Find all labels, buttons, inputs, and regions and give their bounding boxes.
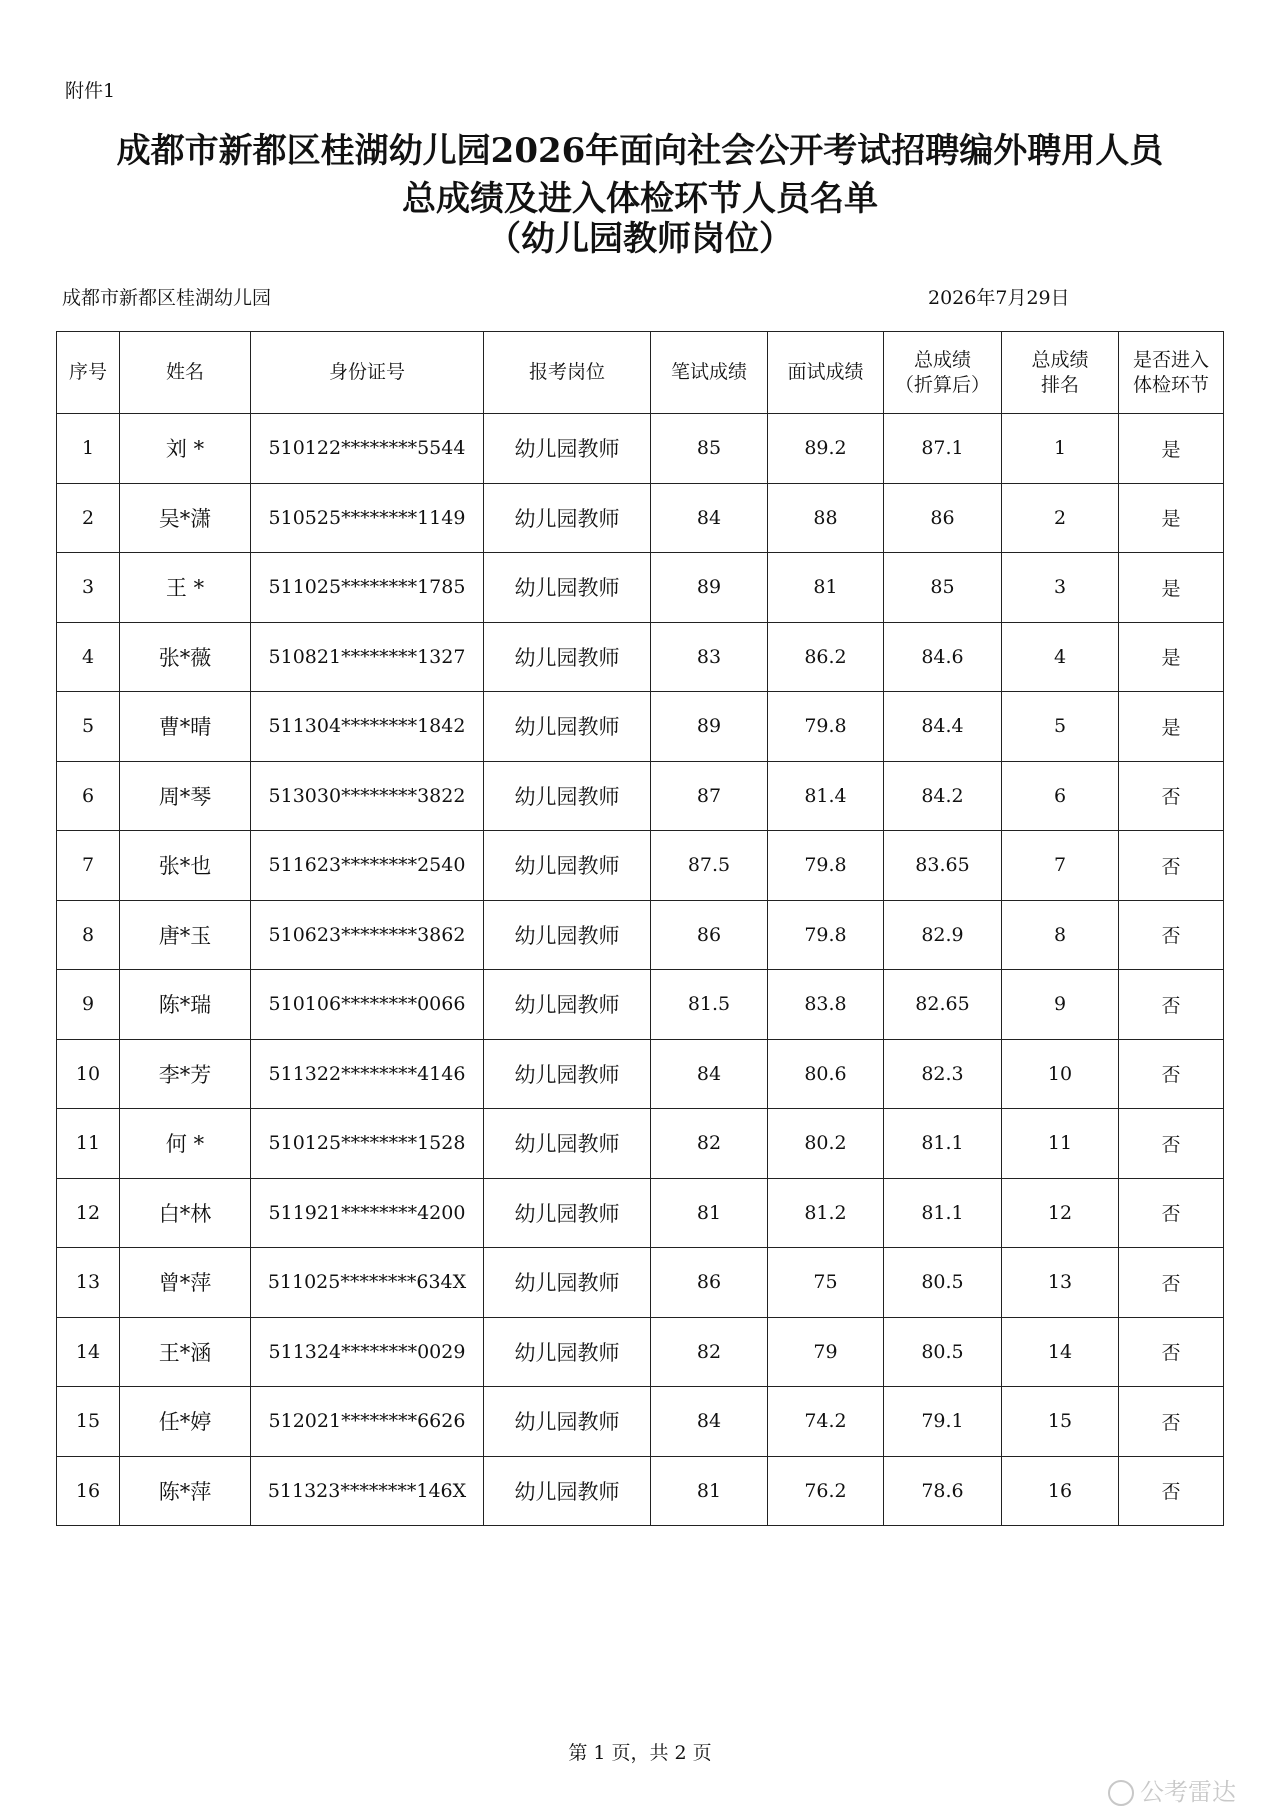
cell-interview: 81.4 — [768, 761, 884, 831]
cell-name: 王 * — [120, 553, 251, 623]
cell-name: 周*琴 — [120, 761, 251, 831]
page-footer: 第 1 页，共 2 页 — [568, 1742, 712, 1764]
cell-interview: 76.2 — [768, 1456, 884, 1526]
cell-rank: 6 — [1002, 761, 1119, 831]
cell-interview: 79.8 — [768, 900, 884, 970]
cell-seq: 2 — [57, 483, 120, 553]
cell-seq: 16 — [57, 1456, 120, 1526]
cell-post: 幼儿园教师 — [484, 1109, 651, 1179]
table-row — [57, 1178, 1224, 1248]
results-table — [56, 331, 1224, 1526]
header-seq: 序号 — [57, 332, 120, 414]
cell-rank: 14 — [1002, 1317, 1119, 1387]
table-row — [57, 761, 1224, 831]
cell-post: 幼儿园教师 — [484, 483, 651, 553]
cell-interview: 74.2 — [768, 1387, 884, 1457]
cell-exam: 否 — [1119, 1039, 1224, 1109]
cell-interview: 80.6 — [768, 1039, 884, 1109]
cell-post: 幼儿园教师 — [484, 900, 651, 970]
cell-post: 幼儿园教师 — [484, 1456, 651, 1526]
cell-exam: 否 — [1119, 1248, 1224, 1318]
cell-rank: 9 — [1002, 970, 1119, 1040]
cell-interview: 79.8 — [768, 692, 884, 762]
cell-exam: 否 — [1119, 1109, 1224, 1179]
cell-rank: 2 — [1002, 483, 1119, 553]
cell-exam: 否 — [1119, 1456, 1224, 1526]
header-name: 姓名 — [120, 332, 251, 414]
cell-seq: 1 — [57, 414, 120, 484]
cell-rank: 8 — [1002, 900, 1119, 970]
cell-total: 87.1 — [884, 414, 1002, 484]
cell-total: 80.5 — [884, 1248, 1002, 1318]
attachment-label: 附件1 — [65, 80, 116, 102]
cell-rank: 12 — [1002, 1178, 1119, 1248]
cell-rank: 4 — [1002, 622, 1119, 692]
cell-interview: 81.2 — [768, 1178, 884, 1248]
table-body — [57, 414, 1224, 1526]
header-rank-line-2: 排名 — [1040, 373, 1079, 396]
watermark — [1108, 1772, 1236, 1807]
cell-id: 511324********0029 — [251, 1317, 484, 1387]
cell-id: 510821********1327 — [251, 622, 484, 692]
cell-written: 89 — [651, 692, 768, 762]
cell-seq: 7 — [57, 831, 120, 901]
header-exam-line-2: 体检环节 — [1132, 373, 1209, 396]
cell-rank: 16 — [1002, 1456, 1119, 1526]
cell-id: 511304********1842 — [251, 692, 484, 762]
cell-exam: 否 — [1119, 831, 1224, 901]
cell-written: 81 — [651, 1178, 768, 1248]
cell-written: 84 — [651, 1039, 768, 1109]
cell-exam: 是 — [1119, 414, 1224, 484]
cell-post: 幼儿园教师 — [484, 1387, 651, 1457]
cell-name: 王*涵 — [120, 1317, 251, 1387]
cell-name: 唐*玉 — [120, 900, 251, 970]
cell-id: 511623********2540 — [251, 831, 484, 901]
cell-interview: 75 — [768, 1248, 884, 1318]
header-exam — [1119, 332, 1224, 414]
cell-seq: 15 — [57, 1387, 120, 1457]
cell-post: 幼儿园教师 — [484, 1178, 651, 1248]
cell-id: 510623********3862 — [251, 900, 484, 970]
cell-seq: 8 — [57, 900, 120, 970]
cell-post: 幼儿园教师 — [484, 1248, 651, 1318]
header-interview: 面试成绩 — [768, 332, 884, 414]
header-rank — [1002, 332, 1119, 414]
cell-interview: 81 — [768, 553, 884, 623]
header-written: 笔试成绩 — [651, 332, 768, 414]
cell-rank: 7 — [1002, 831, 1119, 901]
cell-name: 刘 * — [120, 414, 251, 484]
header-exam-line-1: 是否进入 — [1132, 348, 1209, 371]
cell-written: 84 — [651, 483, 768, 553]
cell-total: 82.65 — [884, 970, 1002, 1040]
cell-exam: 否 — [1119, 900, 1224, 970]
cell-seq: 4 — [57, 622, 120, 692]
page-title-line-2: 总成绩及进入体检环节人员名单 — [402, 179, 878, 219]
cell-interview: 83.8 — [768, 970, 884, 1040]
table-row — [57, 1039, 1224, 1109]
table-row — [57, 553, 1224, 623]
cell-post: 幼儿园教师 — [484, 1317, 651, 1387]
cell-written: 81.5 — [651, 970, 768, 1040]
cell-seq: 13 — [57, 1248, 120, 1318]
cell-name: 陈*萍 — [120, 1456, 251, 1526]
header-rank-line-1: 总成绩 — [1031, 348, 1089, 371]
cell-written: 82 — [651, 1109, 768, 1179]
cell-written: 89 — [651, 553, 768, 623]
table-row — [57, 1456, 1224, 1526]
cell-exam: 是 — [1119, 692, 1224, 762]
cell-total: 86 — [884, 483, 1002, 553]
cell-rank: 15 — [1002, 1387, 1119, 1457]
cell-written: 85 — [651, 414, 768, 484]
cell-interview: 79.8 — [768, 831, 884, 901]
organization-name: 成都市新都区桂湖幼儿园 — [62, 287, 272, 309]
header-total-line-1: 总成绩 — [913, 348, 971, 371]
cell-id: 511323********146X — [251, 1456, 484, 1526]
cell-rank: 13 — [1002, 1248, 1119, 1318]
cell-post: 幼儿园教师 — [484, 553, 651, 623]
cell-exam: 是 — [1119, 622, 1224, 692]
table-row — [57, 831, 1224, 901]
cell-id: 510525********1149 — [251, 483, 484, 553]
radar-logo-icon — [1108, 1780, 1134, 1806]
cell-id: 511025********1785 — [251, 553, 484, 623]
cell-interview: 88 — [768, 483, 884, 553]
table-row — [57, 1248, 1224, 1318]
cell-written: 84 — [651, 1387, 768, 1457]
cell-written: 87.5 — [651, 831, 768, 901]
cell-seq: 12 — [57, 1178, 120, 1248]
cell-post: 幼儿园教师 — [484, 692, 651, 762]
cell-post: 幼儿园教师 — [484, 831, 651, 901]
cell-written: 86 — [651, 900, 768, 970]
cell-name: 张*薇 — [120, 622, 251, 692]
cell-interview: 79 — [768, 1317, 884, 1387]
cell-id: 510122********5544 — [251, 414, 484, 484]
cell-id: 511025********634X — [251, 1248, 484, 1318]
cell-interview: 86.2 — [768, 622, 884, 692]
cell-id: 511322********4146 — [251, 1039, 484, 1109]
cell-name: 曹*晴 — [120, 692, 251, 762]
cell-name: 吴*潇 — [120, 483, 251, 553]
cell-exam: 是 — [1119, 483, 1224, 553]
cell-seq: 5 — [57, 692, 120, 762]
cell-written: 81 — [651, 1456, 768, 1526]
cell-total: 84.4 — [884, 692, 1002, 762]
cell-exam: 否 — [1119, 1178, 1224, 1248]
cell-id: 511921********4200 — [251, 1178, 484, 1248]
header-id: 身份证号 — [251, 332, 484, 414]
table-row — [57, 970, 1224, 1040]
cell-total: 84.2 — [884, 761, 1002, 831]
page-title-line-3: （幼儿园教师岗位） — [487, 219, 793, 259]
cell-name: 任*婷 — [120, 1387, 251, 1457]
header-total — [884, 332, 1002, 414]
cell-total: 85 — [884, 553, 1002, 623]
cell-seq: 14 — [57, 1317, 120, 1387]
page-title-line-1: 成都市新都区桂湖幼儿园2026年面向社会公开考试招聘编外聘用人员 — [116, 131, 1164, 171]
cell-total: 79.1 — [884, 1387, 1002, 1457]
cell-written: 82 — [651, 1317, 768, 1387]
cell-total: 80.5 — [884, 1317, 1002, 1387]
cell-seq: 3 — [57, 553, 120, 623]
cell-name: 李*芳 — [120, 1039, 251, 1109]
cell-rank: 3 — [1002, 553, 1119, 623]
cell-written: 87 — [651, 761, 768, 831]
cell-name: 曾*萍 — [120, 1248, 251, 1318]
cell-exam: 否 — [1119, 1317, 1224, 1387]
cell-exam: 否 — [1119, 970, 1224, 1040]
cell-post: 幼儿园教师 — [484, 761, 651, 831]
cell-name: 陈*瑞 — [120, 970, 251, 1040]
cell-name: 何 * — [120, 1109, 251, 1179]
cell-rank: 1 — [1002, 414, 1119, 484]
cell-exam: 否 — [1119, 761, 1224, 831]
cell-written: 86 — [651, 1248, 768, 1318]
cell-total: 84.6 — [884, 622, 1002, 692]
table-row — [57, 1109, 1224, 1179]
table-row — [57, 1317, 1224, 1387]
cell-total: 83.65 — [884, 831, 1002, 901]
cell-id: 513030********3822 — [251, 761, 484, 831]
cell-total: 78.6 — [884, 1456, 1002, 1526]
table-row — [57, 622, 1224, 692]
header-total-line-2: （折算后） — [894, 373, 990, 396]
cell-post: 幼儿园教师 — [484, 970, 651, 1040]
cell-id: 510125********1528 — [251, 1109, 484, 1179]
table-row — [57, 1387, 1224, 1457]
cell-post: 幼儿园教师 — [484, 622, 651, 692]
cell-name: 白*林 — [120, 1178, 251, 1248]
table-header-row — [57, 332, 1224, 414]
cell-rank: 11 — [1002, 1109, 1119, 1179]
cell-rank: 5 — [1002, 692, 1119, 762]
cell-seq: 9 — [57, 970, 120, 1040]
table-row — [57, 483, 1224, 553]
cell-id: 512021********6626 — [251, 1387, 484, 1457]
header-post: 报考岗位 — [484, 332, 651, 414]
table-row — [57, 414, 1224, 484]
cell-seq: 11 — [57, 1109, 120, 1179]
cell-written: 83 — [651, 622, 768, 692]
cell-seq: 10 — [57, 1039, 120, 1109]
document-date: 2026年7月29日 — [928, 287, 1070, 309]
watermark-text: 公考雷达 — [1140, 1778, 1236, 1806]
cell-post: 幼儿园教师 — [484, 1039, 651, 1109]
cell-exam: 是 — [1119, 553, 1224, 623]
cell-total: 82.3 — [884, 1039, 1002, 1109]
cell-name: 张*也 — [120, 831, 251, 901]
cell-post: 幼儿园教师 — [484, 414, 651, 484]
cell-total: 81.1 — [884, 1178, 1002, 1248]
cell-id: 510106********0066 — [251, 970, 484, 1040]
cell-interview: 80.2 — [768, 1109, 884, 1179]
cell-exam: 否 — [1119, 1387, 1224, 1457]
table-row — [57, 900, 1224, 970]
cell-seq: 6 — [57, 761, 120, 831]
cell-interview: 89.2 — [768, 414, 884, 484]
cell-total: 81.1 — [884, 1109, 1002, 1179]
cell-rank: 10 — [1002, 1039, 1119, 1109]
cell-total: 82.9 — [884, 900, 1002, 970]
table-row — [57, 692, 1224, 762]
